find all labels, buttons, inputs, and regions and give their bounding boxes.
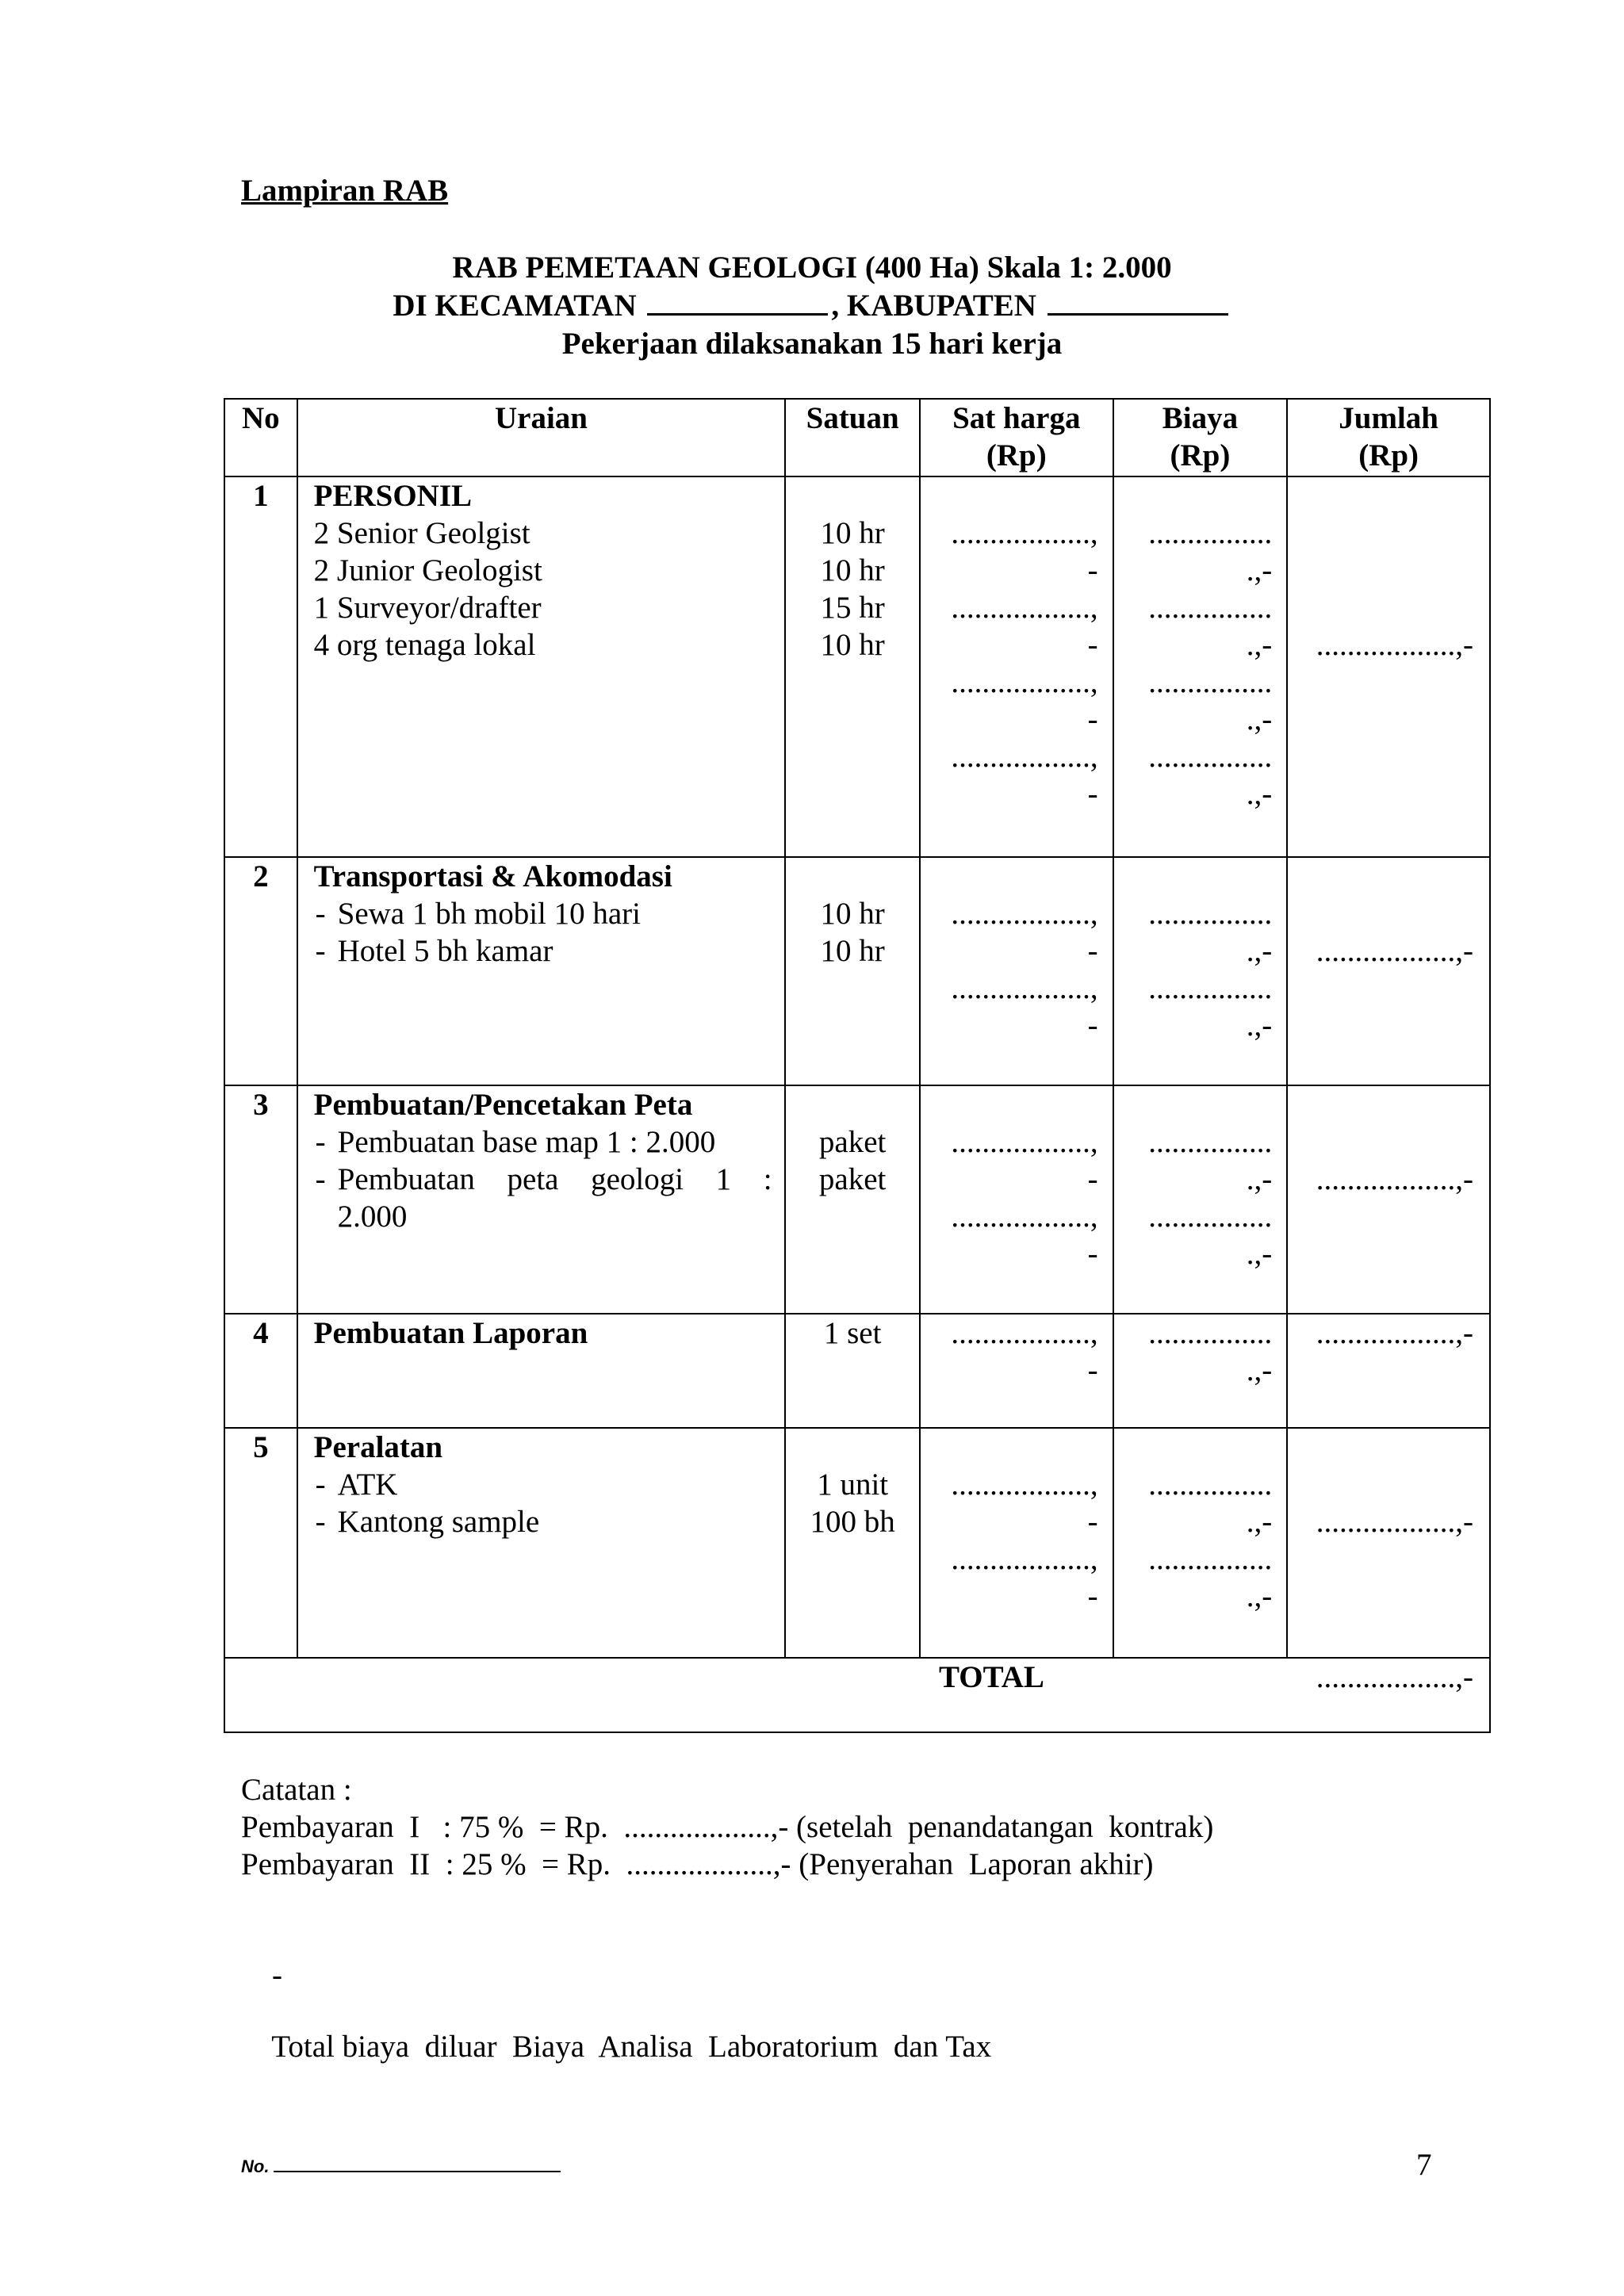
row-description: Transportasi & Akomodasi - Sewa 1 bh mobil 10 hari - Hotel 5 bh kamar	[297, 857, 786, 1085]
row-satuan: paket paket	[785, 1085, 920, 1314]
notes-section	[241, 1771, 1213, 1883]
row-biaya: ................ .,- ................ .,-	[1113, 1428, 1288, 1658]
row-biaya: ................ .,- ................ .,-	[1113, 1085, 1288, 1314]
row-biaya: ................ .,-	[1113, 1314, 1288, 1428]
location-prefix: DI KECAMATAN	[393, 289, 637, 323]
row-satuan: 10 hr 10 hr	[785, 857, 920, 1085]
notes-label: Catatan :	[241, 1773, 352, 1807]
document-number-field	[241, 2156, 561, 2177]
cost-footnote	[241, 1922, 991, 2100]
row-description: Peralatan - ATK - Kantong sample	[297, 1428, 786, 1658]
row-satuan: 10 hr 10 hr 15 hr 10 hr	[785, 476, 920, 857]
kecamatan-blank	[647, 289, 828, 316]
document-title: RAB PEMETAAN GEOLOGI (400 Ha) Skala 1: 2.000	[452, 251, 1172, 285]
kabupaten-label: , KABUPATEN	[831, 289, 1036, 323]
location-line	[0, 287, 1624, 324]
row-jumlah: ..................,-	[1287, 1314, 1490, 1428]
header-sat-harga: Sat harga (Rp)	[920, 399, 1113, 476]
rab-table	[224, 398, 1491, 1733]
table-row	[224, 1428, 1490, 1658]
table-row	[224, 476, 1490, 857]
row-number: 4	[224, 1314, 297, 1428]
row-sat-harga: .................., -	[920, 1314, 1113, 1428]
document-number-blank	[274, 2158, 561, 2172]
header-satuan: Satuan	[785, 399, 920, 476]
table-row	[224, 857, 1490, 1085]
row-satuan: 1 set	[785, 1314, 920, 1428]
payment-1: Pembayaran I : 75 % = Rp. ...................,- (setelah penandatangan kontrak)	[241, 1810, 1214, 1844]
row-jumlah: ..................,-	[1287, 857, 1490, 1085]
header-uraian: Uraian	[297, 399, 786, 476]
header-biaya: Biaya (Rp)	[1113, 399, 1288, 476]
row-jumlah: ..................,-	[1287, 1085, 1490, 1314]
row-satuan: 1 unit 100 bh	[785, 1428, 920, 1658]
duration-line: Pekerjaan dilaksanakan 15 hari kerja	[561, 327, 1063, 361]
kabupaten-blank	[1048, 289, 1228, 316]
total-row	[224, 1658, 1490, 1732]
row-jumlah: ..................,-	[1287, 476, 1490, 857]
table-header-row	[224, 399, 1490, 476]
row-description: Pembuatan/Pencetakan Peta - Pembuatan base map 1 : 2.000 - Pembuatan peta geologi 1 : 2.000	[297, 1085, 786, 1314]
row-biaya: ................ .,- ................ .,- ................ .,- ................ .,-	[1113, 476, 1288, 857]
total-label: TOTAL	[939, 1660, 1044, 1694]
row-biaya: ................ .,- ................ .,-	[1113, 857, 1288, 1085]
table-row	[224, 1314, 1490, 1428]
header-jumlah: Jumlah (Rp)	[1287, 399, 1490, 476]
row-number: 2	[224, 857, 297, 1085]
payment-2: Pembayaran II : 25 % = Rp. ...................,- (Penyerahan Laporan akhir)	[241, 1847, 1154, 1881]
row-jumlah: ..................,-	[1287, 1428, 1490, 1658]
page-number: 7	[1416, 2148, 1432, 2182]
row-sat-harga: .................., - .................., -	[920, 857, 1113, 1085]
footnote-dash: -	[272, 1958, 282, 1992]
document-number-label: No.	[241, 2156, 270, 2176]
total-value: ..................,-	[1316, 1660, 1473, 1694]
row-number: 3	[224, 1085, 297, 1314]
attachment-heading: Lampiran RAB	[241, 174, 449, 208]
row-sat-harga: .................., - .................., - .................., - .................., -	[920, 476, 1113, 857]
row-description: PERSONIL 2 Senior Geolgist 2 Junior Geologist 1 Surveyor/drafter 4 org tenaga lokal	[297, 476, 786, 857]
total-cell	[224, 1658, 1490, 1732]
row-description: Pembuatan Laporan	[297, 1314, 786, 1428]
footnote-text: Total biaya diluar Biaya Analisa Laboratorium dan Tax	[271, 2030, 992, 2064]
header-no: No	[224, 399, 297, 476]
row-number: 5	[224, 1428, 297, 1658]
row-sat-harga: .................., - .................., -	[920, 1428, 1113, 1658]
row-sat-harga: .................., - .................., -	[920, 1085, 1113, 1314]
row-number: 1	[224, 476, 297, 857]
table-row	[224, 1085, 1490, 1314]
